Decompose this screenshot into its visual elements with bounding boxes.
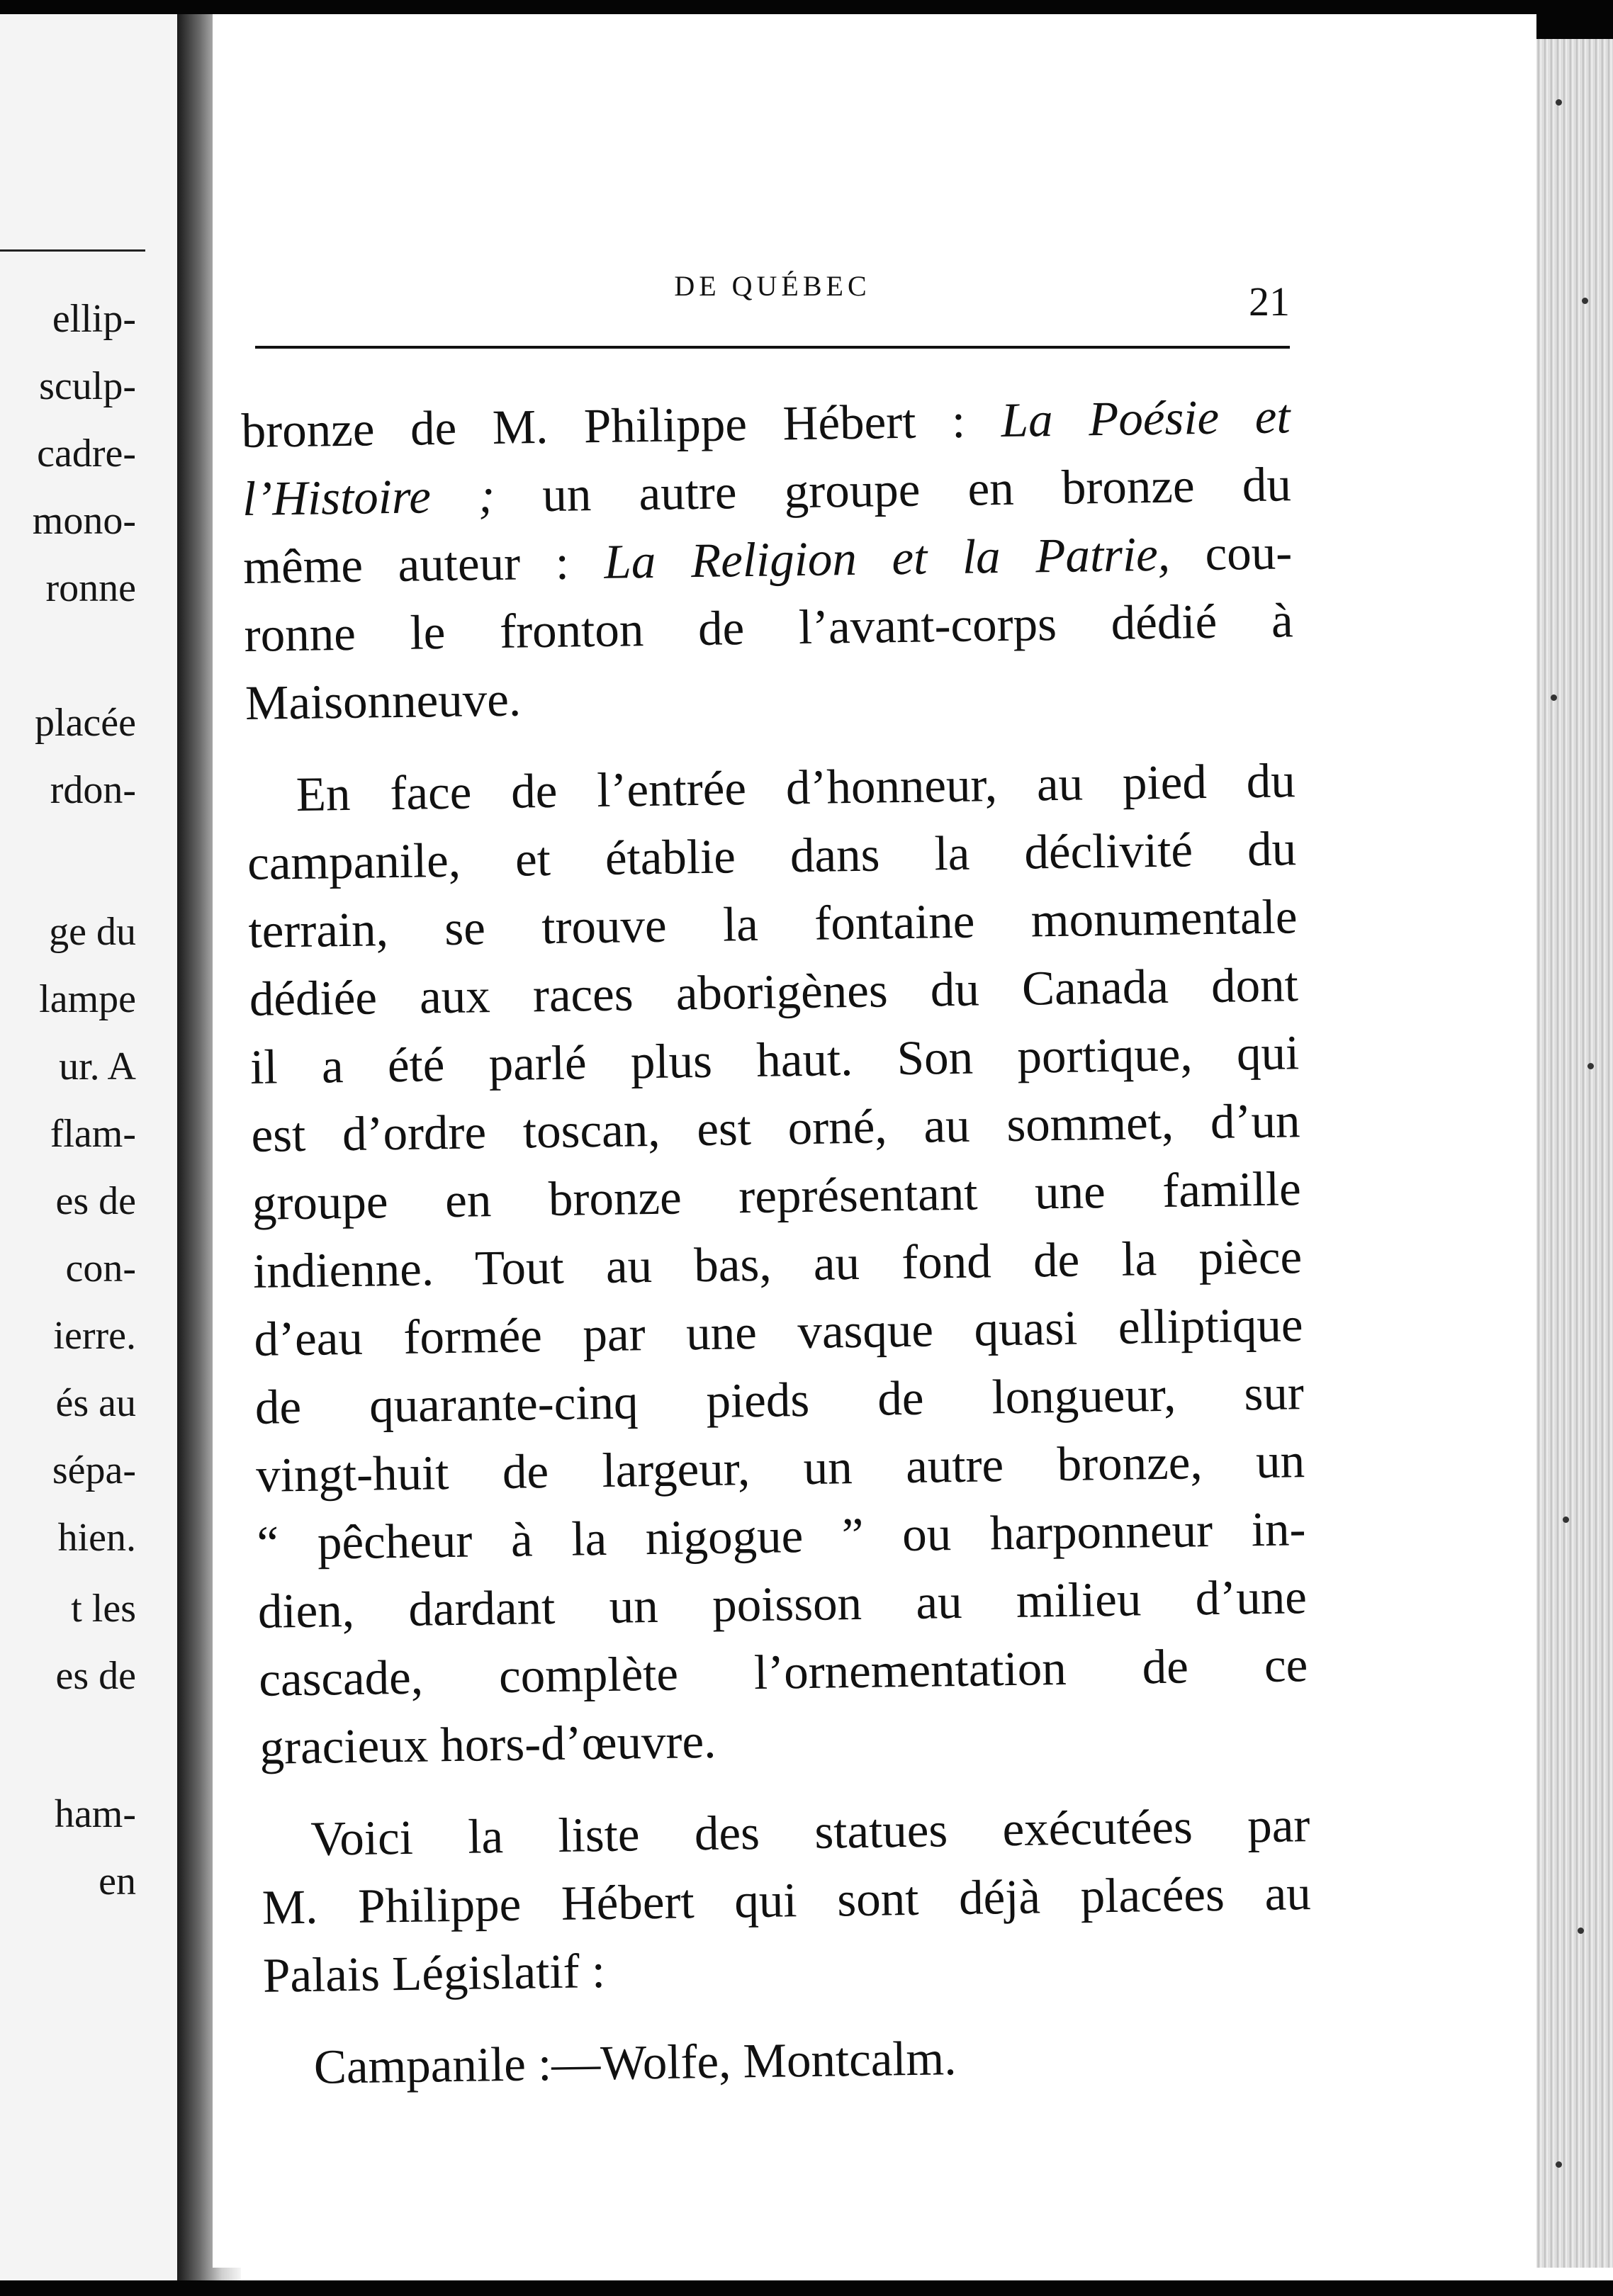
speck — [1556, 2161, 1562, 2168]
running-title: DE QUÉBEC — [674, 270, 871, 302]
text-line: même auteur : La Religion et la Patrie, cou- — [242, 525, 1293, 594]
left-fragment: ronne — [45, 566, 136, 610]
body-text — [241, 382, 1313, 2101]
text-line: M. Philippe Hébert qui sont déjà placées au — [262, 1866, 1312, 1935]
running-head — [255, 269, 1290, 326]
left-fragment: flam- — [50, 1112, 136, 1156]
page-edge-stack — [1536, 35, 1613, 2268]
speck — [1582, 298, 1588, 304]
text-line: En face de l’entrée d’honneur, au pied du — [296, 753, 1296, 821]
left-fragment: lampe — [39, 977, 136, 1021]
left-fragment: con- — [65, 1247, 136, 1290]
scan-border-top — [0, 0, 1613, 14]
text-line: groupe en bronze représentant une famille — [252, 1161, 1302, 1230]
speck — [1578, 1928, 1584, 1934]
left-fragment: és au — [55, 1381, 136, 1425]
text-line: dédiée aux races aborigènes du Canada dont — [249, 957, 1299, 1026]
text-line: l’Histoire ; un autre groupe en bronze du — [242, 457, 1292, 526]
speck — [1563, 1516, 1569, 1523]
text-line: ronne le fronton de l’avant-corps dédié à — [244, 593, 1294, 662]
left-fragment: en — [99, 1859, 136, 1903]
text-line: Campanile :—Wolfe, Montcalm. — [313, 2031, 957, 2094]
text-line: de quarante-cinq pieds de longueur, sur — [254, 1366, 1305, 1434]
text-line: Voici la liste des statues exécutées par — [310, 1798, 1310, 1866]
text-line: gracieux hors-d’œuvre. — [259, 1713, 716, 1774]
left-fragment: sépa- — [52, 1448, 136, 1492]
left-fragment: rdon- — [50, 768, 136, 812]
text-line: cascade, complète l’ornementation de ce — [258, 1638, 1308, 1706]
speck — [1587, 1063, 1594, 1069]
text-line: Maisonneuve. — [245, 672, 522, 730]
left-fragment: cadre- — [37, 432, 136, 475]
header-rule — [255, 346, 1290, 349]
text-line: d’eau formée par une vasque quasi elliptique — [254, 1298, 1303, 1366]
left-fragment: t les — [71, 1587, 136, 1631]
left-fragment: placée — [35, 701, 136, 745]
speck — [1551, 694, 1557, 701]
text-line: dien, dardant un poisson au milieu d’une — [257, 1570, 1308, 1638]
left-fragment: ellip- — [52, 297, 136, 341]
text-line: terrain, se trouve la fontaine monumentale — [247, 889, 1298, 958]
left-fragment: ham- — [54, 1792, 136, 1836]
speck — [1556, 99, 1562, 106]
text-line: indienne. Tout au bas, au fond de la pièce — [252, 1229, 1303, 1298]
left-fragment: ierre. — [53, 1314, 136, 1358]
text-line: “ pêcheur à la nigogue ” ou harponneur in- — [257, 1502, 1306, 1570]
left-facing-page — [0, 0, 186, 2296]
left-page-rule — [0, 249, 145, 252]
left-fragment: mono- — [32, 499, 136, 543]
scan-border-corner — [1536, 0, 1613, 39]
left-fragment: ur. A — [59, 1045, 136, 1088]
text-line: bronze de M. Philippe Hébert : La Poésie et — [241, 389, 1291, 458]
left-fragment: hien. — [57, 1516, 136, 1560]
page-number: 21 — [1249, 278, 1290, 325]
text-line: campanile, et établie dans la déclivité du — [247, 821, 1297, 890]
text-line: vingt-huit de largeur, un autre bronze, un — [255, 1434, 1305, 1502]
left-fragment: sculp- — [39, 364, 136, 408]
left-fragment: ge du — [49, 910, 136, 954]
scan-border-bottom — [0, 2280, 1613, 2296]
left-fragment: es de — [55, 1179, 136, 1223]
text-line: il a été parlé plus haut. Son portique, qui — [249, 1025, 1300, 1094]
text-line: est d’ordre toscan, est orné, au sommet, d’un — [251, 1093, 1300, 1162]
left-fragment: es de — [55, 1654, 136, 1698]
text-line: Palais Législatif : — [262, 1944, 606, 2003]
